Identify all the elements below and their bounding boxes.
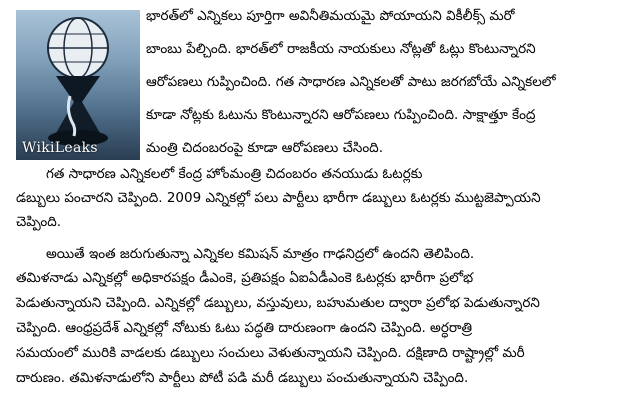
article-line: సమయంలో మురికి వాడలకు డబ్బులు సంచులు వెళుతున్నాయని చెప్పింది. దక్షిణాది రాష్ట్రాల్లో మరీ xyxy=(16,345,525,361)
article-line: బాంబు పేల్చింది. భారత్‌లో రాజకీయ నాయకులు నోట్లతో ఓట్లు కొంటున్నారని xyxy=(146,41,536,57)
article-line: చెప్పింది. xyxy=(16,214,62,230)
article-line: పెడుతున్నాయని చెప్పింది. ఎన్నికల్లో డబ్బులు, వస్తువులు, బహుమతుల ద్వారా ప్రలోభ పెడుతున్నారని xyxy=(16,295,540,311)
article-line: గత సాధారణ ఎన్నికలలో కేంద్ర హోంమంత్రి చిదంబరం తనయుడు ఓటర్లకు xyxy=(46,166,423,182)
logo-wordmark: WikiLeaks xyxy=(22,140,98,156)
article-line: అయితే ఇంత జరుగుతున్నా ఎన్నికల కమిషన్ మాత్రం గాఢనిద్రలో ఉందని తెలిపింది. xyxy=(46,246,475,262)
wikileaks-logo xyxy=(16,10,140,160)
article-line: తమిళనాడు ఎన్నికల్లో అధికారపక్షం డీఎంకె, ప్రతిపక్షం ఏఐఏడీఎంకె ఓటర్లకు భారీగా ప్రలోభ xyxy=(16,270,474,286)
article-line: ఆరోపణలు గుప్పించింది. గత సాధారణ ఎన్నికలతో పాటు జరగబోయే ఎన్నికలలో xyxy=(146,74,556,90)
article-line: డబ్బులు పంచారని చెప్పింది. 2009 ఎన్నికల్లో పలు పార్టీలు భారీగా డబ్బులు ఓటర్లకు ముట్టజెప్పాయని xyxy=(16,190,541,206)
article-line: దారుణం. తమిళనాడులోని పార్టీలు పోటీ పడి మరీ డబ్బులు పంచుతున్నాయని చెప్పింది. xyxy=(16,370,469,386)
article-line: మంత్రి చిదంబరంపై కూడా ఆరోపణలు చేసింది. xyxy=(146,140,383,156)
article-line: కూడా నోట్లకు ఓటును కొంటున్నారని ఆరోపణలు గుప్పించింది. సాక్షాత్తూ కేంద్ర xyxy=(146,107,536,123)
article-line: చెప్పింది. ఆంధ్రప్రదేశ్ ఎన్నికల్లో నోటుకు ఓటు పద్ధతి దారుణంగా ఉందని చెప్పింది. అర్ధరాత్రి xyxy=(16,320,473,336)
article-line: భారత్‌లో ఎన్నికలు పూర్తిగా అవినీతిమయమై పోయాయని వికీలీక్స్ మరో xyxy=(146,8,515,24)
hourglass-globe-icon xyxy=(16,10,140,160)
